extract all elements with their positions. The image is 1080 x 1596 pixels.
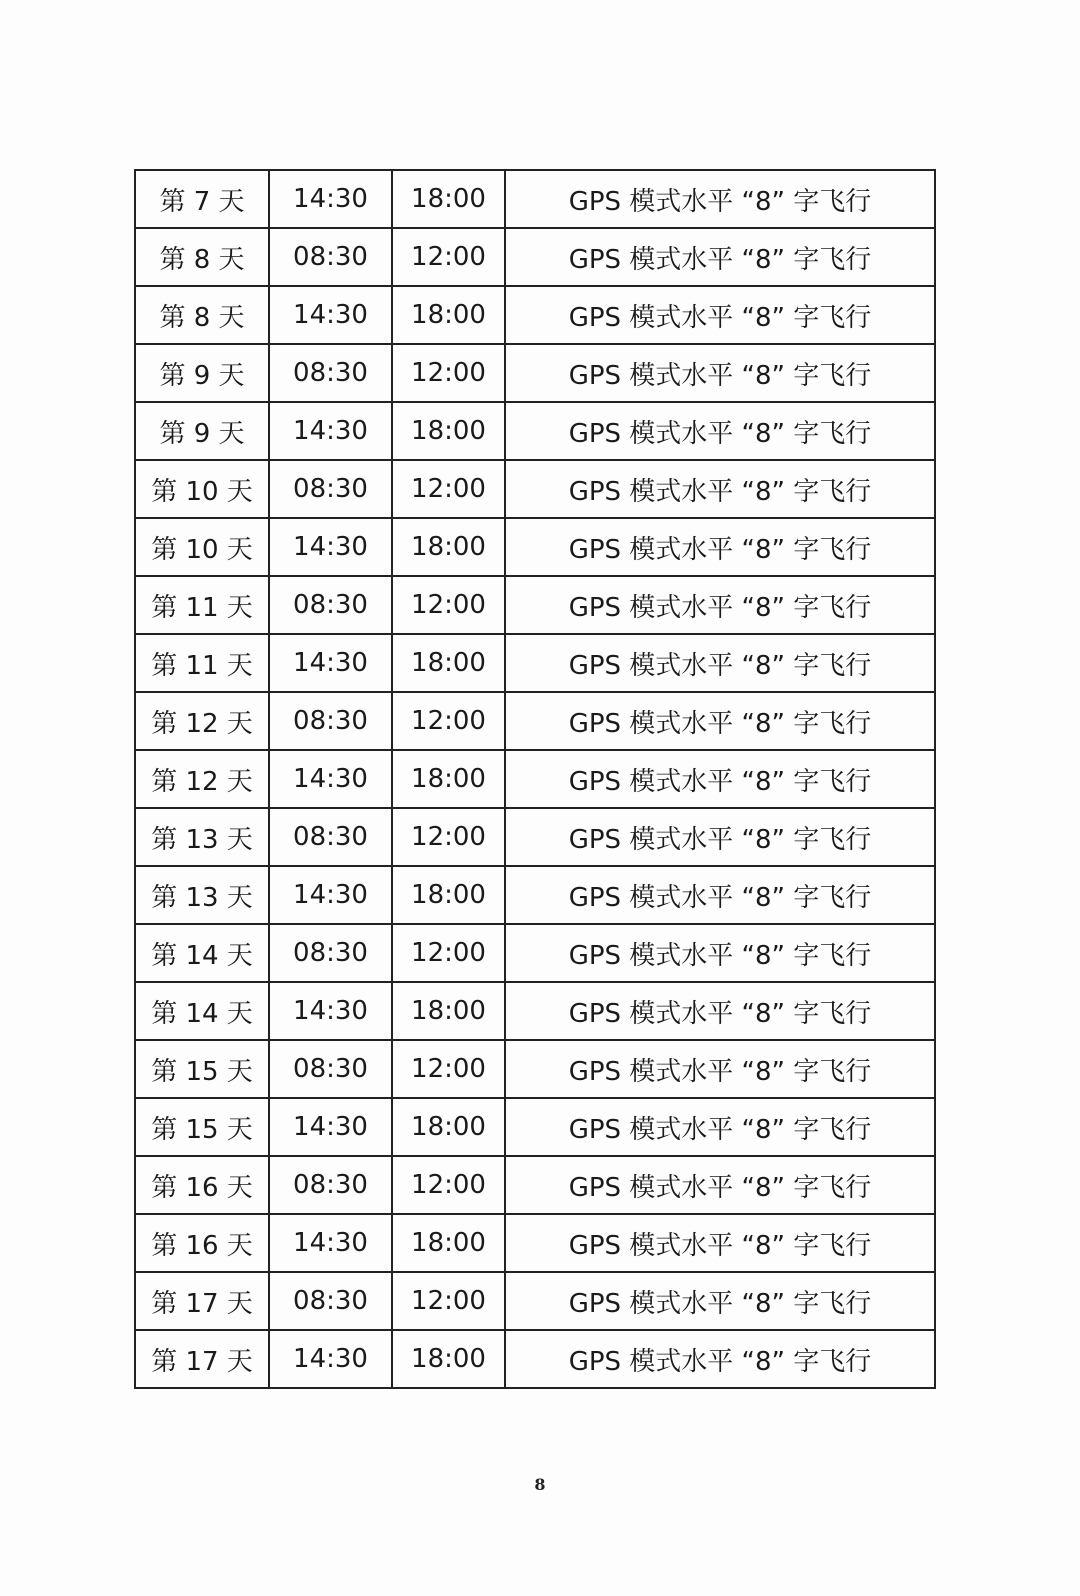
table-row bbox=[135, 228, 935, 286]
day-cell: 第 11 天 bbox=[135, 634, 269, 692]
end-time-cell: 12:00 bbox=[392, 1156, 505, 1214]
day-cell: 第 15 天 bbox=[135, 1040, 269, 1098]
start-time-cell: 14:30 bbox=[269, 1330, 392, 1388]
end-time-cell: 18:00 bbox=[392, 866, 505, 924]
day-cell: 第 12 天 bbox=[135, 692, 269, 750]
day-cell: 第 17 天 bbox=[135, 1272, 269, 1330]
activity-cell: GPS 模式水平 “8” 字飞行 bbox=[505, 1214, 935, 1272]
activity-cell: GPS 模式水平 “8” 字飞行 bbox=[505, 170, 935, 228]
activity-cell: GPS 模式水平 “8” 字飞行 bbox=[505, 982, 935, 1040]
end-time-cell: 18:00 bbox=[392, 750, 505, 808]
end-time-cell: 18:00 bbox=[392, 402, 505, 460]
table-row bbox=[135, 1330, 935, 1388]
start-time-cell: 14:30 bbox=[269, 750, 392, 808]
table-row bbox=[135, 1272, 935, 1330]
schedule-table-body bbox=[135, 170, 935, 1388]
end-time-cell: 18:00 bbox=[392, 518, 505, 576]
start-time-cell: 08:30 bbox=[269, 344, 392, 402]
table-row bbox=[135, 576, 935, 634]
page-number: 8 bbox=[534, 1475, 546, 1494]
table-row bbox=[135, 1156, 935, 1214]
end-time-cell: 18:00 bbox=[392, 982, 505, 1040]
start-time-cell: 08:30 bbox=[269, 1040, 392, 1098]
activity-cell: GPS 模式水平 “8” 字飞行 bbox=[505, 808, 935, 866]
start-time-cell: 08:30 bbox=[269, 228, 392, 286]
day-cell: 第 11 天 bbox=[135, 576, 269, 634]
activity-cell: GPS 模式水平 “8” 字飞行 bbox=[505, 286, 935, 344]
day-cell: 第 9 天 bbox=[135, 402, 269, 460]
day-cell: 第 9 天 bbox=[135, 344, 269, 402]
start-time-cell: 08:30 bbox=[269, 1272, 392, 1330]
day-cell: 第 8 天 bbox=[135, 228, 269, 286]
start-time-cell: 14:30 bbox=[269, 866, 392, 924]
end-time-cell: 18:00 bbox=[392, 634, 505, 692]
day-cell: 第 8 天 bbox=[135, 286, 269, 344]
table-row bbox=[135, 286, 935, 344]
table-row bbox=[135, 750, 935, 808]
table-row bbox=[135, 518, 935, 576]
start-time-cell: 14:30 bbox=[269, 518, 392, 576]
start-time-cell: 14:30 bbox=[269, 1098, 392, 1156]
start-time-cell: 14:30 bbox=[269, 170, 392, 228]
day-cell: 第 14 天 bbox=[135, 924, 269, 982]
activity-cell: GPS 模式水平 “8” 字飞行 bbox=[505, 692, 935, 750]
activity-cell: GPS 模式水平 “8” 字飞行 bbox=[505, 924, 935, 982]
day-cell: 第 16 天 bbox=[135, 1214, 269, 1272]
start-time-cell: 14:30 bbox=[269, 402, 392, 460]
start-time-cell: 08:30 bbox=[269, 576, 392, 634]
table-row bbox=[135, 344, 935, 402]
day-cell: 第 17 天 bbox=[135, 1330, 269, 1388]
end-time-cell: 18:00 bbox=[392, 1330, 505, 1388]
table-row bbox=[135, 808, 935, 866]
activity-cell: GPS 模式水平 “8” 字飞行 bbox=[505, 866, 935, 924]
start-time-cell: 08:30 bbox=[269, 924, 392, 982]
activity-cell: GPS 模式水平 “8” 字飞行 bbox=[505, 460, 935, 518]
table-row bbox=[135, 1040, 935, 1098]
day-cell: 第 13 天 bbox=[135, 808, 269, 866]
end-time-cell: 12:00 bbox=[392, 228, 505, 286]
start-time-cell: 08:30 bbox=[269, 808, 392, 866]
table-row bbox=[135, 170, 935, 228]
end-time-cell: 12:00 bbox=[392, 460, 505, 518]
end-time-cell: 18:00 bbox=[392, 1214, 505, 1272]
activity-cell: GPS 模式水平 “8” 字飞行 bbox=[505, 518, 935, 576]
table-row bbox=[135, 866, 935, 924]
end-time-cell: 12:00 bbox=[392, 924, 505, 982]
day-cell: 第 16 天 bbox=[135, 1156, 269, 1214]
activity-cell: GPS 模式水平 “8” 字飞行 bbox=[505, 1330, 935, 1388]
activity-cell: GPS 模式水平 “8” 字飞行 bbox=[505, 576, 935, 634]
end-time-cell: 12:00 bbox=[392, 808, 505, 866]
table-row bbox=[135, 634, 935, 692]
start-time-cell: 14:30 bbox=[269, 1214, 392, 1272]
end-time-cell: 12:00 bbox=[392, 1272, 505, 1330]
end-time-cell: 12:00 bbox=[392, 692, 505, 750]
day-cell: 第 12 天 bbox=[135, 750, 269, 808]
day-cell: 第 10 天 bbox=[135, 460, 269, 518]
activity-cell: GPS 模式水平 “8” 字飞行 bbox=[505, 1156, 935, 1214]
activity-cell: GPS 模式水平 “8” 字飞行 bbox=[505, 1272, 935, 1330]
start-time-cell: 08:30 bbox=[269, 692, 392, 750]
activity-cell: GPS 模式水平 “8” 字飞行 bbox=[505, 228, 935, 286]
table-row bbox=[135, 1098, 935, 1156]
day-cell: 第 14 天 bbox=[135, 982, 269, 1040]
table-row bbox=[135, 924, 935, 982]
start-time-cell: 08:30 bbox=[269, 1156, 392, 1214]
table-row bbox=[135, 402, 935, 460]
day-cell: 第 10 天 bbox=[135, 518, 269, 576]
day-cell: 第 15 天 bbox=[135, 1098, 269, 1156]
activity-cell: GPS 模式水平 “8” 字飞行 bbox=[505, 402, 935, 460]
table-row bbox=[135, 692, 935, 750]
day-cell: 第 13 天 bbox=[135, 866, 269, 924]
table-row bbox=[135, 460, 935, 518]
start-time-cell: 08:30 bbox=[269, 460, 392, 518]
start-time-cell: 14:30 bbox=[269, 982, 392, 1040]
activity-cell: GPS 模式水平 “8” 字飞行 bbox=[505, 750, 935, 808]
flight-training-schedule-table bbox=[134, 169, 936, 1389]
start-time-cell: 14:30 bbox=[269, 634, 392, 692]
end-time-cell: 12:00 bbox=[392, 1040, 505, 1098]
activity-cell: GPS 模式水平 “8” 字飞行 bbox=[505, 1040, 935, 1098]
activity-cell: GPS 模式水平 “8” 字飞行 bbox=[505, 1098, 935, 1156]
start-time-cell: 14:30 bbox=[269, 286, 392, 344]
activity-cell: GPS 模式水平 “8” 字飞行 bbox=[505, 344, 935, 402]
end-time-cell: 18:00 bbox=[392, 170, 505, 228]
end-time-cell: 12:00 bbox=[392, 344, 505, 402]
day-cell: 第 7 天 bbox=[135, 170, 269, 228]
table-row bbox=[135, 982, 935, 1040]
activity-cell: GPS 模式水平 “8” 字飞行 bbox=[505, 634, 935, 692]
end-time-cell: 18:00 bbox=[392, 286, 505, 344]
end-time-cell: 12:00 bbox=[392, 576, 505, 634]
end-time-cell: 18:00 bbox=[392, 1098, 505, 1156]
table-row bbox=[135, 1214, 935, 1272]
